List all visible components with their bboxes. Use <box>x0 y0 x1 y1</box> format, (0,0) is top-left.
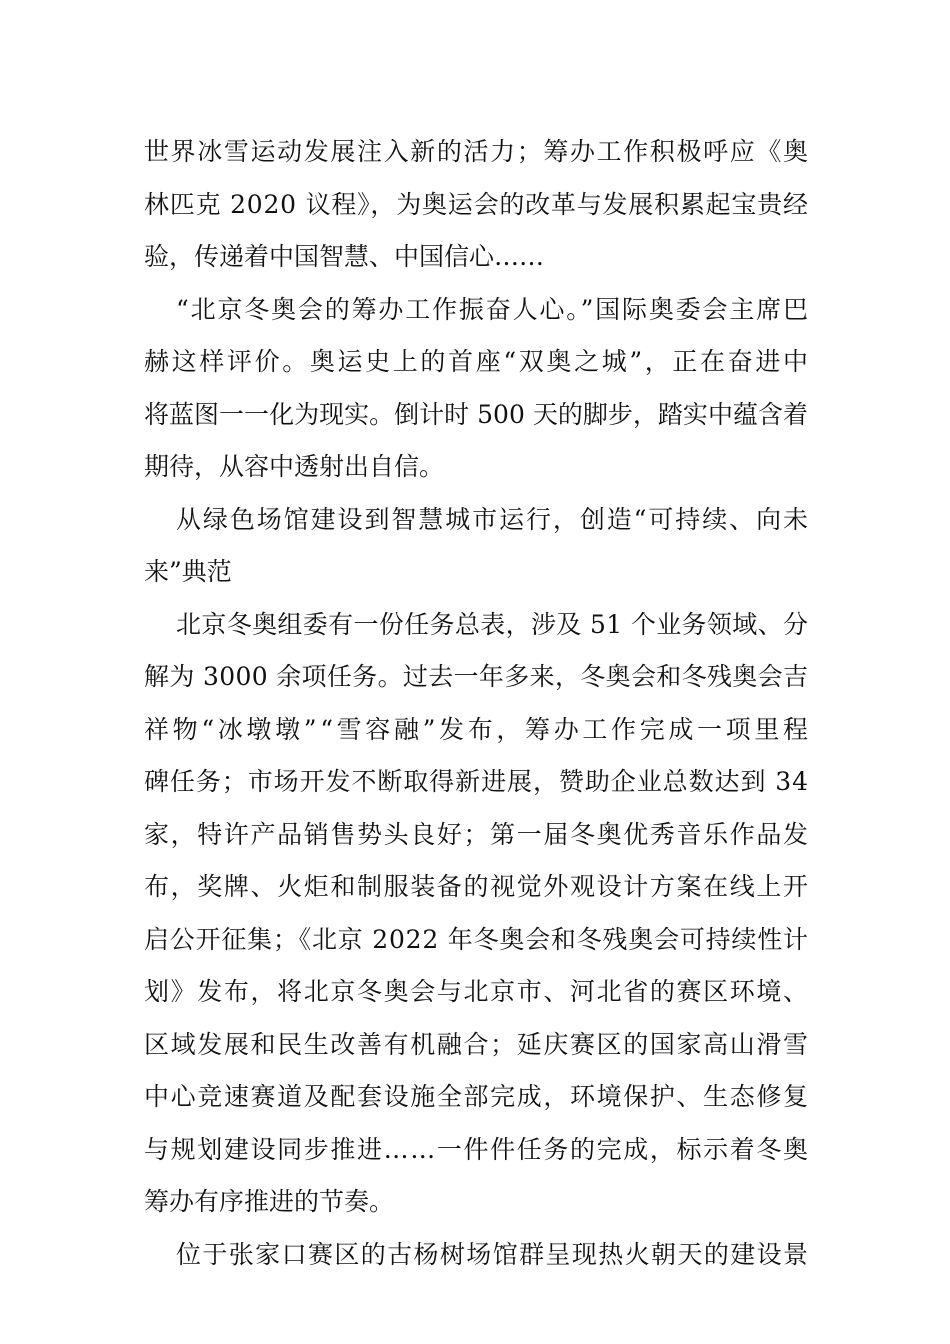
text-line: 区域发展和民生改善有机融合；延庆赛区的国家高山滑雪 <box>144 1029 810 1059</box>
text-line: 验，传递着中国智慧、中国信心…… <box>144 242 545 271</box>
paragraph-4 <box>144 1229 808 1282</box>
paragraph-3 <box>144 599 812 1229</box>
text-line: 将蓝图一一化为现实。倒计时 500 天的脚步，踏实中蕴含着 <box>144 399 809 429</box>
text-line: 划》发布，将北京冬奥会与北京市、河北省的赛区环境、 <box>144 977 810 1006</box>
text-line: 布，奖牌、火炬和制服装备的视觉外观设计方案在线上开 <box>144 872 810 901</box>
paragraph-1 <box>144 126 808 284</box>
document-page <box>144 126 812 1281</box>
text-line: 北京冬奥组委有一份任务总表，涉及 51 个业务领域、分 <box>176 609 809 639</box>
text-line: 筹办有序推进的节奏。 <box>144 1187 395 1216</box>
text-line: 位于张家口赛区的古杨树场馆群呈现热火朝天的建设景 <box>176 1239 810 1269</box>
text-line: 家，特许产品销售势头良好；第一届冬奥优秀音乐作品发 <box>144 819 810 849</box>
text-line: 中心竞速赛道及配套设施全部完成，环境保护、生态修复 <box>144 1082 810 1111</box>
paragraph-2 <box>144 284 811 494</box>
text-line: 碑任务；市场开发不断取得新进展，赞助企业总数达到 34 <box>144 767 809 796</box>
text-line: 祥物“冰墩墩”“雪容融”发布，筹办工作完成一项里程 <box>144 714 812 744</box>
text-line: 启公开征集；《北京 2022 年冬奥会和冬残奥会可持续性计 <box>144 924 809 954</box>
text-line: 从绿色场馆建设到智慧城市运行，创造“可持续、向未 <box>176 504 810 534</box>
text-line: 世界冰雪运动发展注入新的活力；筹办工作积极呼应《奥 <box>144 137 810 166</box>
text-line: 与规划建设同步推进……一件件任务的完成，标示着冬奥 <box>144 1134 810 1164</box>
text-line: 赫这样评价。奥运史上的首座“双奥之城”，正在奋进中 <box>144 347 811 376</box>
text-line: 期待，从容中透射出自信。 <box>144 452 445 481</box>
text-line: 解为 3000 余项任务。过去一年多来，冬奥会和冬残奥会吉 <box>144 662 809 691</box>
section-heading <box>144 494 808 599</box>
text-line: 来”典范 <box>144 557 232 586</box>
text-line: “北京冬奥会的筹办工作振奋人心。”国际奥委会主席巴 <box>176 294 810 324</box>
text-line: 林匹克 2020 议程》，为奥运会的改革与发展积累起宝贵经 <box>144 189 809 219</box>
